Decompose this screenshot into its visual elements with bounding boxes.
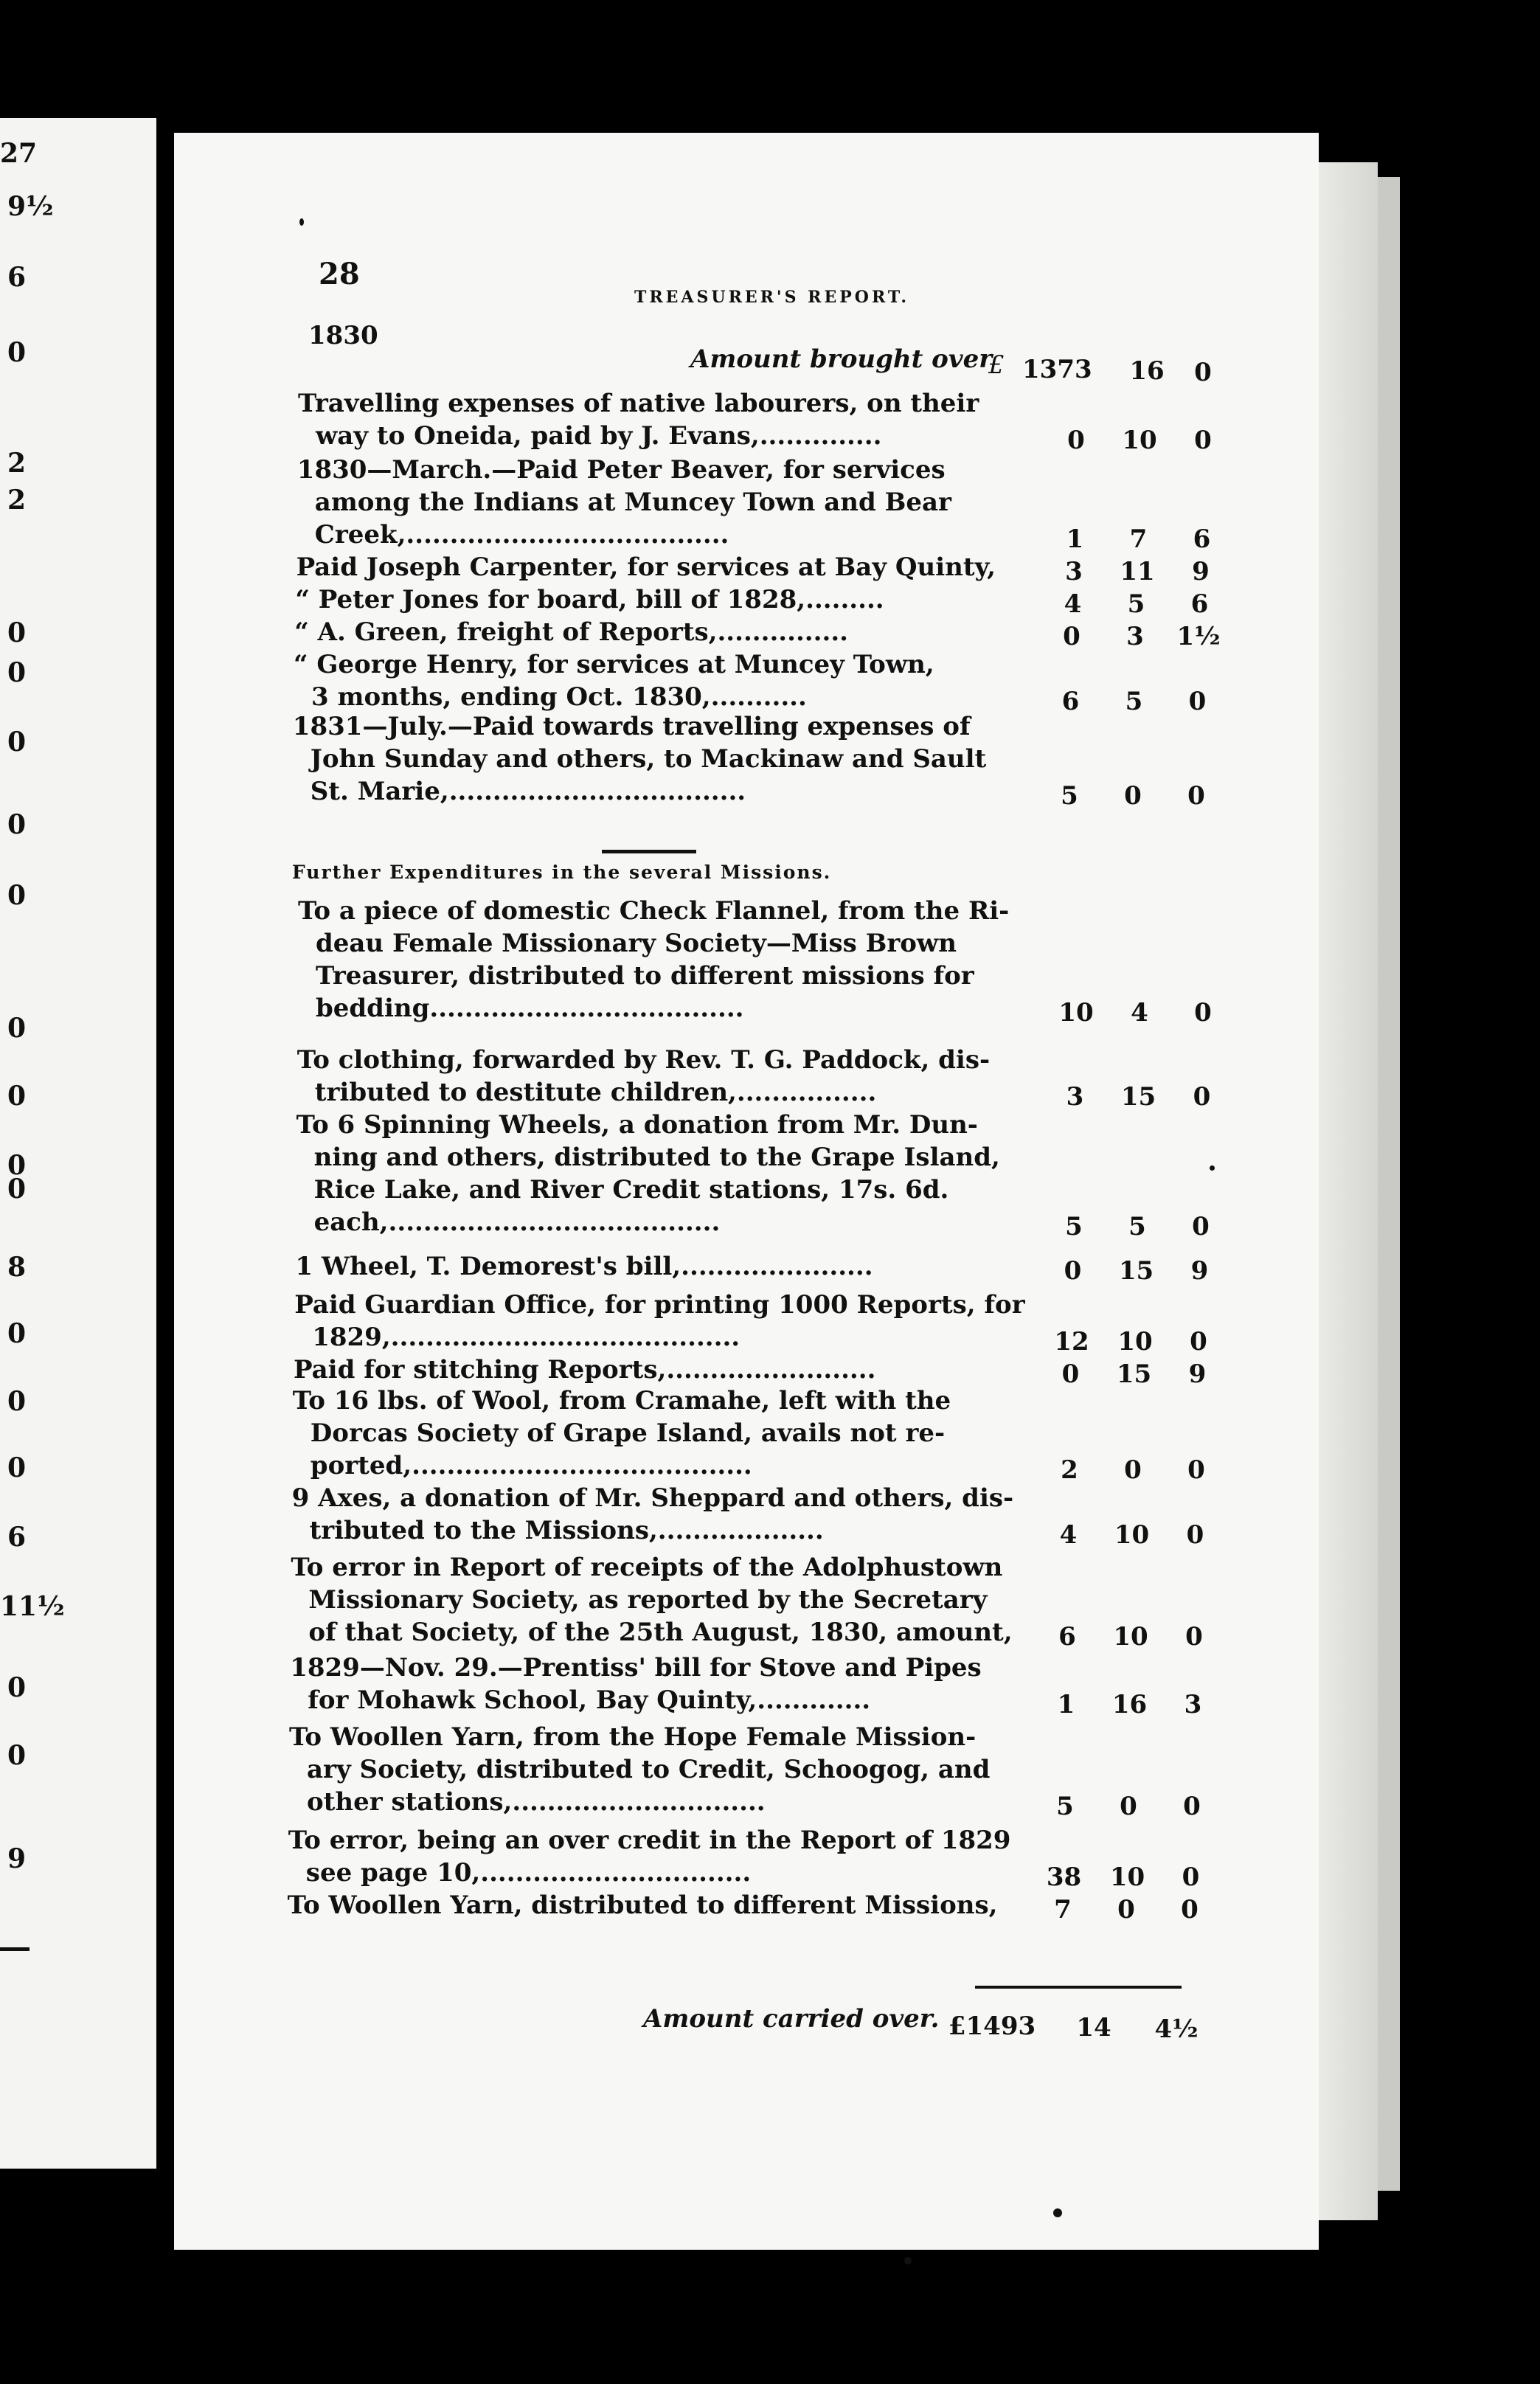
left-page-number: 0 — [7, 809, 27, 840]
entry-line: tributed to destitute children,................ — [314, 1078, 877, 1107]
brought-over-pounds: 1373 — [1022, 355, 1092, 384]
left-page-number: 0 — [7, 1174, 27, 1205]
amount-pence: 0 — [1187, 1455, 1205, 1485]
amount-pence: 0 — [1183, 1792, 1201, 1821]
entry-line: way to Oneida, paid by J. Evans,.............. — [316, 421, 882, 451]
left-page-number: 0 — [7, 1013, 27, 1044]
left-page-fragment — [0, 118, 156, 2169]
entry-line: “ A. Green, freight of Reports,............... — [294, 617, 848, 647]
entry-line: tributed to the Missions,................... — [309, 1516, 824, 1545]
amount-pounds: 0 — [1064, 1256, 1082, 1286]
entry-line: To Woollen Yarn, from the Hope Female Mission- — [289, 1722, 977, 1752]
entry-line: 9 Axes, a donation of Mr. Sheppard and others, dis- — [291, 1483, 1014, 1513]
amount-shillings: 11 — [1120, 557, 1155, 586]
left-page-number: 0 — [7, 1740, 27, 1771]
entry-line: To a piece of domestic Check Flannel, from the Ri- — [298, 896, 1010, 926]
amount-shillings: 0 — [1120, 1792, 1137, 1821]
entry-line: ning and others, distributed to the Grape Island, — [313, 1143, 1000, 1172]
entry-line: deau Female Missionary Society—Miss Brown — [316, 929, 957, 958]
left-page-number: 0 — [7, 1386, 27, 1417]
carried-over-label: Amount carried over. — [643, 2004, 940, 2034]
amount-shillings: 0 — [1117, 1895, 1135, 1924]
amount-pence: 0 — [1194, 426, 1212, 455]
amount-shillings: 15 — [1120, 1082, 1156, 1112]
left-page-number: 0 — [7, 1452, 27, 1483]
entry-line: John Sunday and others, to Mackinaw and Sault — [310, 744, 987, 774]
brought-over-shillings: 16 — [1129, 356, 1165, 386]
entry-line: Paid Joseph Carpenter, for services at Bay Quinty, — [296, 552, 996, 582]
entry-line: To 6 Spinning Wheels, a donation from Mr. Dun- — [296, 1110, 978, 1140]
brought-over-label: Amount brought over — [690, 344, 993, 374]
amount-pounds: 10 — [1058, 998, 1094, 1028]
left-page-number: 9 — [7, 1843, 27, 1874]
amount-pounds: 4 — [1059, 1520, 1078, 1550]
amount-pounds: 1 — [1066, 524, 1084, 554]
amount-pounds: 0 — [1067, 426, 1085, 455]
page-edge — [1319, 162, 1378, 2220]
amount-pounds: 6 — [1061, 687, 1080, 716]
amount-pence: 0 — [1194, 998, 1212, 1028]
amount-shillings: 0 — [1124, 781, 1142, 811]
amount-shillings: 10 — [1114, 1520, 1150, 1550]
amount-pence: 0 — [1181, 1895, 1199, 1924]
entry-line: 1 Wheel, T. Demorest's bill,...................... — [295, 1252, 873, 1281]
amount-pence: 0 — [1182, 1862, 1200, 1892]
entry-line: “ George Henry, for services at Muncey Town, — [294, 650, 934, 679]
speck — [1210, 1165, 1215, 1171]
left-page-number: 8 — [7, 1252, 27, 1283]
speck — [904, 2257, 912, 2265]
amount-shillings: 7 — [1129, 524, 1148, 554]
amount-pence: 9 — [1190, 1256, 1209, 1286]
amount-pence: 6 — [1190, 589, 1209, 619]
left-page-number: 0 — [7, 727, 27, 758]
amount-pence: 0 — [1186, 1520, 1204, 1550]
amount-shillings: 5 — [1127, 589, 1145, 619]
page-edge-shadow — [1378, 177, 1400, 2191]
amount-pounds: 3 — [1065, 557, 1083, 586]
entry-line: each,...................................... — [313, 1207, 721, 1237]
entry-line: To 16 lbs. of Wool, from Cramahe, left with the — [292, 1386, 951, 1416]
carried-over-pounds: £1493 — [948, 2012, 1036, 2041]
left-page-number: 6 — [7, 1522, 27, 1553]
left-page-number: 0 — [7, 1318, 27, 1349]
amount-pence: 0 — [1187, 781, 1205, 811]
entry-line: To error in Report of receipts of the Adolphustown — [291, 1553, 1003, 1582]
left-page-number: 0 — [7, 1081, 27, 1112]
entry-line: Paid for stitching Reports,........................ — [294, 1355, 876, 1385]
amount-pounds: 4 — [1064, 589, 1082, 619]
entry-line: 1829,........................................ — [312, 1323, 740, 1352]
entry-line: see page 10,............................... — [305, 1858, 752, 1888]
amount-pounds: 7 — [1054, 1895, 1072, 1924]
amount-pounds: 0 — [1061, 1359, 1080, 1389]
entry-line: bedding.................................... — [316, 994, 744, 1023]
amount-shillings: 16 — [1111, 1690, 1148, 1719]
amount-pence: 3 — [1184, 1690, 1202, 1719]
left-page-number: 0 — [7, 1672, 27, 1703]
left-page-number: 0 — [7, 337, 27, 368]
speck — [299, 218, 304, 226]
entry-line: of that Society, of the 25th August, 1830, amount, — [308, 1618, 1013, 1647]
amount-pounds: 3 — [1066, 1082, 1084, 1112]
left-page-number: 2 — [7, 485, 27, 516]
entry-line: Creek,..................................... — [314, 520, 729, 550]
amount-shillings: 15 — [1116, 1359, 1152, 1389]
entry-line: 1829—Nov. 29.—Prentiss' bill for Stove and Pipes — [290, 1653, 982, 1683]
left-page-number: 0 — [7, 880, 27, 911]
amount-pence: 0 — [1193, 1082, 1211, 1112]
amount-shillings: 10 — [1109, 1862, 1145, 1892]
entry-line: Rice Lake, and River Credit stations, 17s. 6d. — [313, 1175, 949, 1205]
left-page-number: 9½ — [7, 191, 54, 222]
amount-pounds: 5 — [1056, 1792, 1074, 1821]
amount-shillings: 10 — [1122, 426, 1157, 455]
page-number: 28 — [319, 257, 360, 291]
left-page-number: 2 — [7, 448, 27, 479]
entry-line: To Woollen Yarn, distributed to different Missions, — [287, 1891, 998, 1920]
amount-pence: 0 — [1190, 1327, 1207, 1356]
amount-pence: 6 — [1193, 524, 1211, 554]
amount-pounds: 1 — [1057, 1690, 1075, 1719]
entry-line: St. Marie,.................................. — [310, 777, 746, 806]
amount-shillings: 0 — [1124, 1455, 1142, 1485]
entry-line: “ Peter Jones for board, bill of 1828,......... — [295, 585, 884, 614]
amount-pence: 0 — [1185, 1622, 1203, 1652]
amount-pounds: 5 — [1065, 1212, 1083, 1241]
entry-line: ary Society, distributed to Credit, Schoogog, and — [307, 1755, 991, 1784]
left-page-rule — [0, 1947, 30, 1951]
entry-line: 1830—March.—Paid Peter Beaver, for services — [296, 455, 946, 485]
amount-shillings: 10 — [1113, 1622, 1148, 1652]
amount-pence: 0 — [1188, 687, 1207, 716]
entry-line: Paid Guardian Office, for printing 1000 Reports, for — [294, 1290, 1025, 1320]
entry-line: for Mohawk School, Bay Quinty,............. — [308, 1685, 871, 1715]
amount-shillings: 10 — [1117, 1327, 1153, 1356]
entry-line: 3 months, ending Oct. 1830,........... — [311, 682, 807, 712]
brought-over-pence: 0 — [1194, 358, 1212, 387]
left-page-number: 0 — [7, 657, 27, 688]
speck — [1053, 2208, 1062, 2217]
total-rule — [975, 1986, 1182, 1989]
left-page-number: 27 — [0, 138, 38, 169]
amount-pence: 0 — [1192, 1212, 1210, 1241]
running-title: TREASURER'S REPORT. — [634, 288, 910, 307]
left-page-number: 0 — [7, 1150, 27, 1181]
year-heading: 1830 — [308, 321, 378, 350]
left-page-number: 6 — [7, 262, 27, 293]
section-heading: Further Expenditures in the several Missions. — [292, 862, 832, 883]
section-divider — [602, 850, 696, 853]
amount-shillings: 5 — [1125, 687, 1143, 716]
entry-line: To clothing, forwarded by Rev. T. G. Paddock, dis- — [296, 1045, 991, 1075]
entry-line: Travelling expenses of native labourers, on their — [298, 389, 979, 418]
entry-line: Treasurer, distributed to different missions for — [316, 961, 974, 991]
amount-pounds: 38 — [1046, 1862, 1082, 1892]
amount-pounds: 5 — [1061, 781, 1078, 811]
entry-line: 1831—July.—Paid towards travelling expenses of — [292, 712, 971, 741]
amount-pounds: 0 — [1063, 622, 1081, 651]
entry-line: To error, being an over credit in the Report of 1829 — [288, 1826, 1011, 1855]
amount-pounds: 12 — [1054, 1327, 1089, 1356]
entry-line: Missionary Society, as reported by the Secretary — [308, 1585, 988, 1615]
amount-pounds: 2 — [1061, 1455, 1078, 1485]
carried-over-shillings: 14 — [1076, 2013, 1111, 2042]
entry-line: Dorcas Society of Grape Island, avails not re- — [310, 1418, 946, 1448]
amount-shillings: 3 — [1126, 622, 1144, 651]
entry-line: ported,....................................... — [310, 1451, 752, 1480]
brought-over-currency: £ — [988, 350, 1005, 380]
amount-pence: 9 — [1192, 557, 1210, 586]
amount-pence: 1½ — [1176, 622, 1221, 651]
left-page-number: 0 — [7, 617, 27, 648]
left-page-number: 11½ — [0, 1591, 65, 1622]
amount-shillings: 4 — [1131, 998, 1148, 1028]
amount-pence: 9 — [1188, 1359, 1207, 1389]
amount-shillings: 15 — [1118, 1256, 1154, 1286]
carried-over-pence: 4½ — [1154, 2014, 1199, 2044]
amount-pounds: 6 — [1058, 1622, 1076, 1652]
entry-line: other stations,............................. — [307, 1787, 766, 1817]
amount-shillings: 5 — [1128, 1212, 1146, 1241]
entry-line: among the Indians at Muncey Town and Bear — [314, 488, 951, 517]
